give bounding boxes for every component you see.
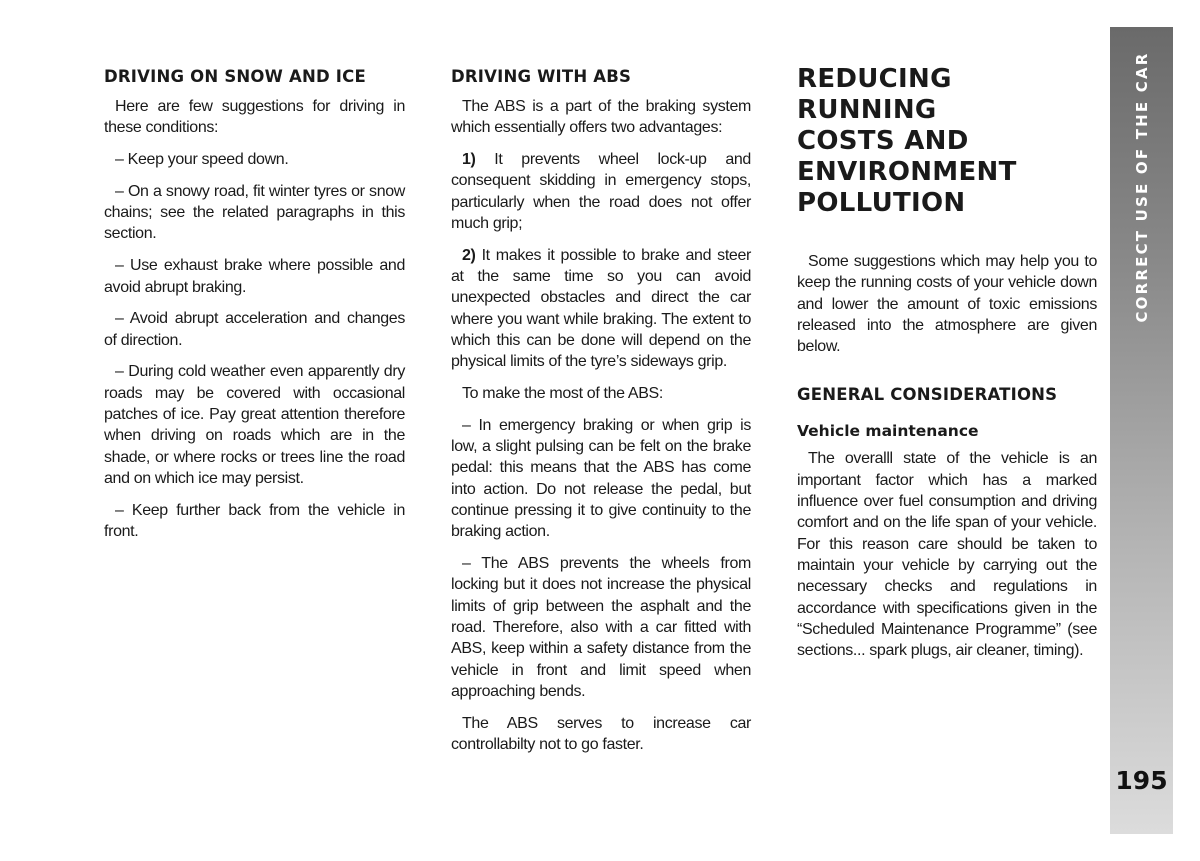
main-heading-line: POLLUTION: [797, 188, 966, 218]
paragraph: Here are few suggestions for driving in these conditions:: [104, 98, 405, 137]
subheading-vehicle-maintenance: Vehicle maintenance: [797, 422, 979, 441]
point-number: 2): [462, 246, 476, 264]
paragraph: – The ABS prevents the wheels from locking but it does not increase the physical limits of grip between the asphalt and the road. Therefore, also with a car fitted with ABS, keep within a safety distance from the vehicle in front and limit speed when approaching bends.: [451, 555, 751, 700]
paragraph: – On a snowy road, fit winter tyres or snow chains; see the related paragraphs in this section.: [104, 182, 405, 243]
paragraph: – Avoid abrupt acceleration and changes of direction.: [104, 310, 405, 349]
heading-snow-ice: DRIVING ON SNOW AND ICE: [104, 67, 366, 86]
paragraph: – During cold weather even apparently dry roads may be covered with occasional patches of ice. Pay great attention therefore when driving on roads which are in the shade, or where rocks or trees line the road and on which ice may persist.: [104, 363, 405, 487]
main-heading-line: REDUCING RUNNING: [797, 64, 952, 125]
chapter-title: [1110, 27, 1173, 347]
page-number: 195: [1115, 766, 1168, 795]
main-heading-line: ENVIRONMENT: [797, 157, 1017, 187]
paragraph: – In emergency braking or when grip is low, a slight pulsing can be felt on the brake pedal: this means that the ABS has come into action. Do not release the pedal, but continue pressing it to give continuity to the braking action.: [451, 416, 751, 541]
paragraph: – Keep further back from the vehicle in front.: [104, 501, 405, 541]
paragraph-abs-point-2: [451, 245, 751, 373]
paragraph-vehicle-maintenance: The overalll state of the vehicle is an important factor which has a marked influence over fuel consumption and driving comfort and on the life span of your vehicle. For this reason care should be taken to maintain your vehicle by carrying out the necessary checks and regulations in accordance with specifications given in the “Scheduled Maintenance Programme” (see sections... spark plugs, air cleaner, timing).: [797, 450, 1097, 660]
paragraph-abs-intro: The ABS is a part of the braking system which essentially offers two advantages:: [451, 98, 751, 137]
main-heading: [797, 64, 1097, 219]
point-text: It makes it possible to brake and steer at the same time so you can avoid unexpected obstacles and direct the car where you want while braking. The extent to which this can be done will depend on the physical limits of the tyre’s sideways grip.: [451, 246, 751, 371]
point-text: It prevents wheel lock-up and consequent skidding in emergency stops, particularly when the road does not offer much grip;: [451, 151, 751, 232]
paragraph: – Use exhaust brake where possible and avoid abrupt braking.: [104, 257, 405, 296]
column-snow-ice: [104, 62, 405, 553]
heading-abs: DRIVING WITH ABS: [451, 67, 632, 86]
heading-general-considerations: GENERAL CONSIDERATIONS: [797, 385, 1058, 405]
paragraph: To make the most of the ABS:: [462, 385, 663, 403]
main-heading-line: COSTS AND: [797, 126, 969, 156]
chapter-title-text: CORRECT USE OF THE CAR: [1132, 51, 1151, 323]
point-number: 1): [462, 151, 476, 169]
column-running-costs: [797, 62, 1097, 672]
paragraph-abs-point-1: [451, 149, 751, 234]
paragraph-running-costs-intro: Some suggestions which may help you to keep the running costs of your vehicle down and lower the amount of toxic emissions released into the atmosphere are given below.: [797, 253, 1097, 356]
paragraph: The ABS serves to increase car controllabilty not to go faster.: [451, 714, 751, 754]
paragraph: – Keep your speed down.: [115, 151, 289, 169]
column-abs: [451, 62, 751, 766]
